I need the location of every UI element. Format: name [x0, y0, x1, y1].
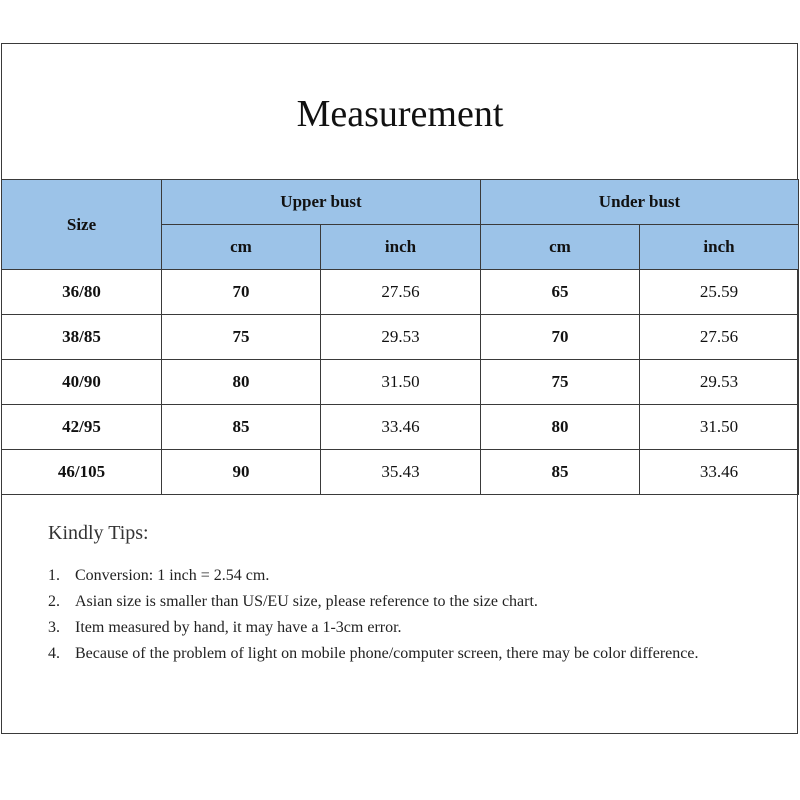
upper-bust-header: Upper bust [162, 180, 481, 225]
under-bust-header: Under bust [481, 180, 799, 225]
upper-cm-cell: 75 [162, 315, 321, 360]
under-inch-cell: 25.59 [640, 270, 799, 315]
tip-number: 2. [48, 593, 60, 610]
under-cm-cell: 80 [481, 405, 640, 450]
list-item [48, 615, 715, 641]
under-cm-header: cm [481, 225, 640, 270]
upper-cm-cell: 90 [162, 450, 321, 495]
under-inch-cell: 29.53 [640, 360, 799, 405]
table-row [2, 450, 799, 495]
table-row [2, 405, 799, 450]
table-row [2, 360, 799, 405]
upper-cm-cell: 85 [162, 405, 321, 450]
under-inch-cell: 31.50 [640, 405, 799, 450]
upper-cm-header: cm [162, 225, 321, 270]
upper-inch-header: inch [321, 225, 481, 270]
under-inch-cell: 33.46 [640, 450, 799, 495]
upper-inch-cell: 33.46 [321, 405, 481, 450]
upper-inch-cell: 27.56 [321, 270, 481, 315]
size-cell: 46/105 [2, 450, 162, 495]
under-cm-cell: 70 [481, 315, 640, 360]
size-cell: 38/85 [2, 315, 162, 360]
upper-inch-cell: 29.53 [321, 315, 481, 360]
under-inch-header: inch [640, 225, 799, 270]
tips-section [48, 520, 768, 667]
list-item [48, 641, 715, 667]
tip-text: Asian size is smaller than US/EU size, please reference to the size chart. [75, 593, 538, 610]
table-row [2, 270, 799, 315]
upper-inch-cell: 31.50 [321, 360, 481, 405]
tips-list [48, 563, 768, 667]
under-cm-cell: 75 [481, 360, 640, 405]
upper-cm-cell: 70 [162, 270, 321, 315]
upper-inch-cell: 35.43 [321, 450, 481, 495]
under-cm-cell: 65 [481, 270, 640, 315]
list-item [48, 563, 715, 589]
tip-number: 1. [48, 567, 60, 584]
tips-heading: Kindly Tips: [48, 522, 149, 544]
table-row [2, 315, 799, 360]
table-header-row [2, 180, 799, 225]
tip-text: Item measured by hand, it may have a 1-3cm error. [75, 619, 402, 636]
size-cell: 40/90 [2, 360, 162, 405]
under-cm-cell: 85 [481, 450, 640, 495]
size-table [1, 179, 799, 495]
size-cell: 36/80 [2, 270, 162, 315]
tip-number: 4. [48, 645, 60, 662]
upper-cm-cell: 80 [162, 360, 321, 405]
tip-text: Because of the problem of light on mobile phone/computer screen, there may be color difference. [75, 645, 699, 662]
page-title: Measurement [296, 93, 504, 135]
size-header: Size [2, 180, 162, 270]
list-item [48, 589, 715, 615]
tip-number: 3. [48, 619, 60, 636]
under-inch-cell: 27.56 [640, 315, 799, 360]
size-cell: 42/95 [2, 405, 162, 450]
tip-text: Conversion: 1 inch = 2.54 cm. [75, 567, 270, 584]
